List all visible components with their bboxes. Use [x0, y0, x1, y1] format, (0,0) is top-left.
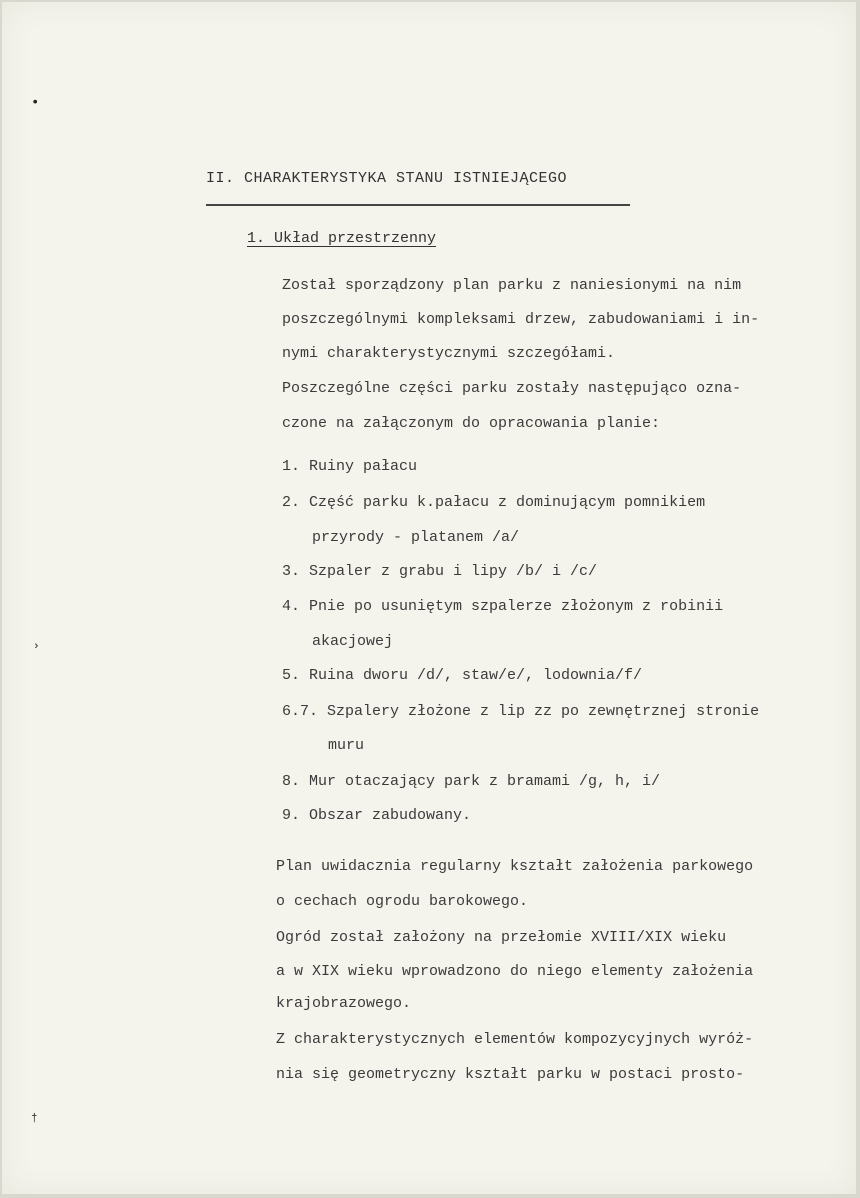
paragraph-line: nymi charakterystycznymi szczegółami. [282, 345, 616, 362]
paragraph-line: a w XIX wieku wprowadzono do niego elementy założenia [276, 963, 754, 980]
list-item: 3. Szpaler z grabu i lipy /b/ i /c/ [282, 563, 598, 580]
list-item: 2. Część parku k.pałacu z dominującym pomnikiem [282, 494, 706, 511]
list-item: 5. Ruina dworu /d/, staw/e/, lodownia/f/ [282, 667, 643, 684]
margin-mark-top: • [31, 95, 40, 111]
list-item: 9. Obszar zabudowany. [282, 807, 472, 824]
list-item: 8. Mur otaczający park z bramami /g, h, i/ [282, 773, 661, 790]
paragraph-line: nia się geometryczny kształt parku w postaci prosto- [276, 1066, 745, 1083]
heading-underline [206, 204, 630, 206]
paragraph-line: o cechach ogrodu barokowego. [276, 893, 529, 910]
margin-mark-bottom: † [31, 1113, 38, 1125]
paragraph-line: poszczególnymi kompleksami drzew, zabudowaniami i in- [282, 311, 760, 328]
paragraph-line: Ogród został założony na przełomie XVIII/XIX wieku [276, 929, 727, 946]
list-item-continuation: akacjowej [312, 633, 394, 650]
list-item-continuation: muru [328, 737, 365, 754]
list-item: 6.7. Szpalery złożone z lip zz po zewnętrznej stronie [282, 703, 760, 720]
section-heading: II. CHARAKTERYSTYKA STANU ISTNIEJĄCEGO [206, 170, 568, 187]
subsection-heading: 1. Układ przestrzenny [247, 230, 437, 247]
list-item-continuation: przyrody - platanem /a/ [312, 529, 520, 546]
margin-mark-middle: › [33, 641, 40, 653]
paragraph-line: Został sporządzony plan parku z naniesionymi na nim [282, 277, 742, 294]
paragraph-line: Plan uwidacznia regularny kształt założenia parkowego [276, 858, 754, 875]
list-item: 4. Pnie po usuniętym szpalerze złożonym z robinii [282, 598, 724, 615]
paragraph-line: krajobrazowego. [276, 995, 412, 1012]
paragraph-line: Poszczególne części parku zostały następująco ozna- [282, 380, 742, 397]
paragraph-line: Z charakterystycznych elementów kompozycyjnych wyróż- [276, 1031, 754, 1048]
paragraph-line: czone na załączonym do opracowania planie: [282, 415, 661, 432]
list-item: 1. Ruiny pałacu [282, 458, 418, 475]
